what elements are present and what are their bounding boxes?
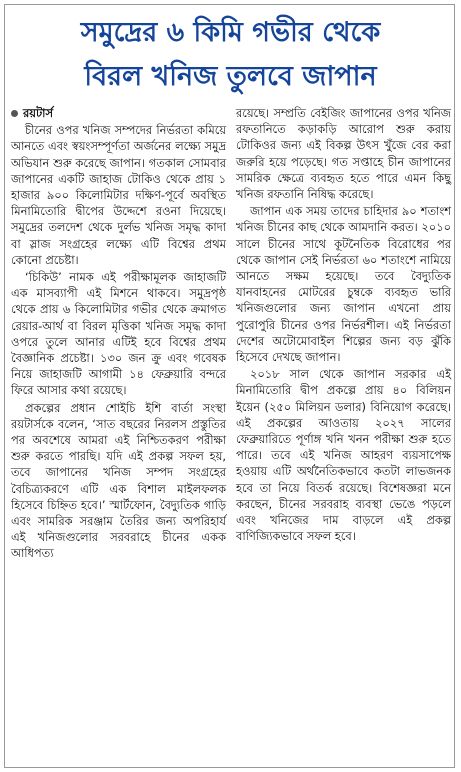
byline [11, 105, 226, 121]
paragraph: ২০১৮ সাল থেকে জাপান সরকার এই মিনামিতোরি দ্বীপ প্রকল্পে প্রায় ৪০ বিলিয়ন ইয়েন (২৫০ মিলিয়ন ডলার) বিনিয়োগ করেছে। এই প্রকল্পের আওতায় ২০২৭ সালের ফেব্রুয়ারিতে পূর্ণাঙ্গ খনি খনন পরীক্ষা শুরু হতে পারে। তবে এই খনিজ আহরণ ব্যয়সাপেক্ষ হওয়ায় এটি অর্থনৈতিকভাবে কতটা লাভজনক হবে তা নিয়ে বিতর্ক রয়েছে। বিশেষজ্ঞরা মনে করছেন, চীনের সরবরাহ ব্যবস্থা ভেঙে পড়লে এবং খনিজের দাম বাড়লে এই প্রকল্প বাণিজ্যিকভাবে সফল হবে। [236, 367, 451, 544]
article-body [11, 105, 451, 562]
right-column [236, 105, 451, 562]
paragraph: প্রকল্পের প্রধান শোইচি ইশি বার্তা সংস্থা রয়টার্সকে বলেন, ‘সাত বছরের নিরলস প্রস্তুতির পর অবশেষে আমরা এই নিশ্চিতকরণ পরীক্ষা শুরু করতে পারছি। যদি এই প্রকল্প সফল হয়, তবে জাপানের খনিজ সম্পদ সংগ্রহের বৈচিত্র্যকরণে এটি এক বিশাল মাইলফলক হিসেবে চিহ্নিত হবে।’ স্মার্টফোন, বৈদ্যুতিক গাড়ি এবং সামরিক সরঞ্জাম তৈরির জন্য অপরিহার্য এই খনিজগুলোর সরবরাহে চীনের একক আধিপত্য [11, 400, 226, 561]
headline-line-1: সমুদ্রের ৬ কিমি গভীর থেকে [80, 17, 381, 48]
headline-line-2: বিরল খনিজ তুলবে জাপান [84, 61, 377, 92]
paragraph: ‘চিকিউ’ নামক এই পরীক্ষামূলক জাহাজটি এক মাসব্যাপী এই মিশনে থাকবে। সমুদ্রপৃষ্ঠ থেকে প্রায় ৬ কিলোমিটার গভীর থেকে ক্রমাগত রেয়ার-আর্থ বা বিরল মৃত্তিকা খনিজ সমৃদ্ধ কাদা ওপরে তুলে আনার এটিই হবে বিশ্বের প্রথম বৈজ্ঞানিক প্রচেষ্টা। ১৩০ জন ক্রু এবং গবেষক নিয়ে জাহাজটি আগামী ১৪ ফেব্রুয়ারি বন্দরে ফিরে আসার কথা রয়েছে। [11, 270, 226, 398]
byline-source: রয়টার্স [23, 106, 54, 120]
news-clipping [4, 4, 455, 768]
left-column [11, 105, 226, 562]
bullet-icon [11, 110, 18, 117]
paragraph: রয়েছে। সম্প্রতি বেইজিং জাপানের ওপর খনিজ রফতানিতে কড়াকড়ি আরোপ শুরু করায় টোকিওর জন্য এই বিকল্প উৎস খুঁজে বের করা জরুরি হয়ে পড়েছে। গত সপ্তাহে চীন জাপানের সামরিক ক্ষেত্রে ব্যবহৃত হতে পারে এমন কিছু খনিজ রফতানি নিষিদ্ধ করেছে। [236, 106, 451, 202]
paragraph: জাপান এক সময় তাদের চাহিদার ৯০ শতাংশ খনিজ চীনের কাছ থেকে আমদানি করত। ২০১০ সালে চীনের সাথে কূটনৈতিক বিরোধের পর থেকে জাপান সেই নির্ভরতা ৬০ শতাংশে নামিয়ে আনতে সক্ষম হয়েছে। তবে বৈদ্যুতিক যানবাহনের মোটরের চুম্বকে ব্যবহৃত ভারি খনিজগুলোর জন্য জাপান এখনো প্রায় পুরোপুরি চীনের ওপর নির্ভরশীল। এই নির্ভরতা দেশের অটোমোবাইল শিল্পের জন্য বড় ঝুঁকি হিসেবে দেখছে জাপান। [236, 204, 451, 365]
headline [5, 11, 455, 99]
paragraph: চীনের ওপর খনিজ সম্পদের নির্ভরতা কমিয়ে আনতে এবং স্বয়ংসম্পূর্ণতা অর্জনের লক্ষ্যে সমুদ্র অভিযান শুরু করেছে জাপান। গতকাল সোমবার জাপানের একটি জাহাজ টোকিও থেকে প্রায় ১ হাজার ৯০০ কিলোমিটার দক্ষিণ-পূর্বে অবস্থিত মিনামিতোরি দ্বীপের উদ্দেশে রওনা দিয়েছে। সমুদ্রের তলদেশ থেকে দুর্লভ খনিজ সমৃদ্ধ কাদা বা স্লাজ সংগ্রহের লক্ষ্যে এটি বিশ্বের প্রথম কোনো প্রচেষ্টা। [11, 123, 226, 267]
